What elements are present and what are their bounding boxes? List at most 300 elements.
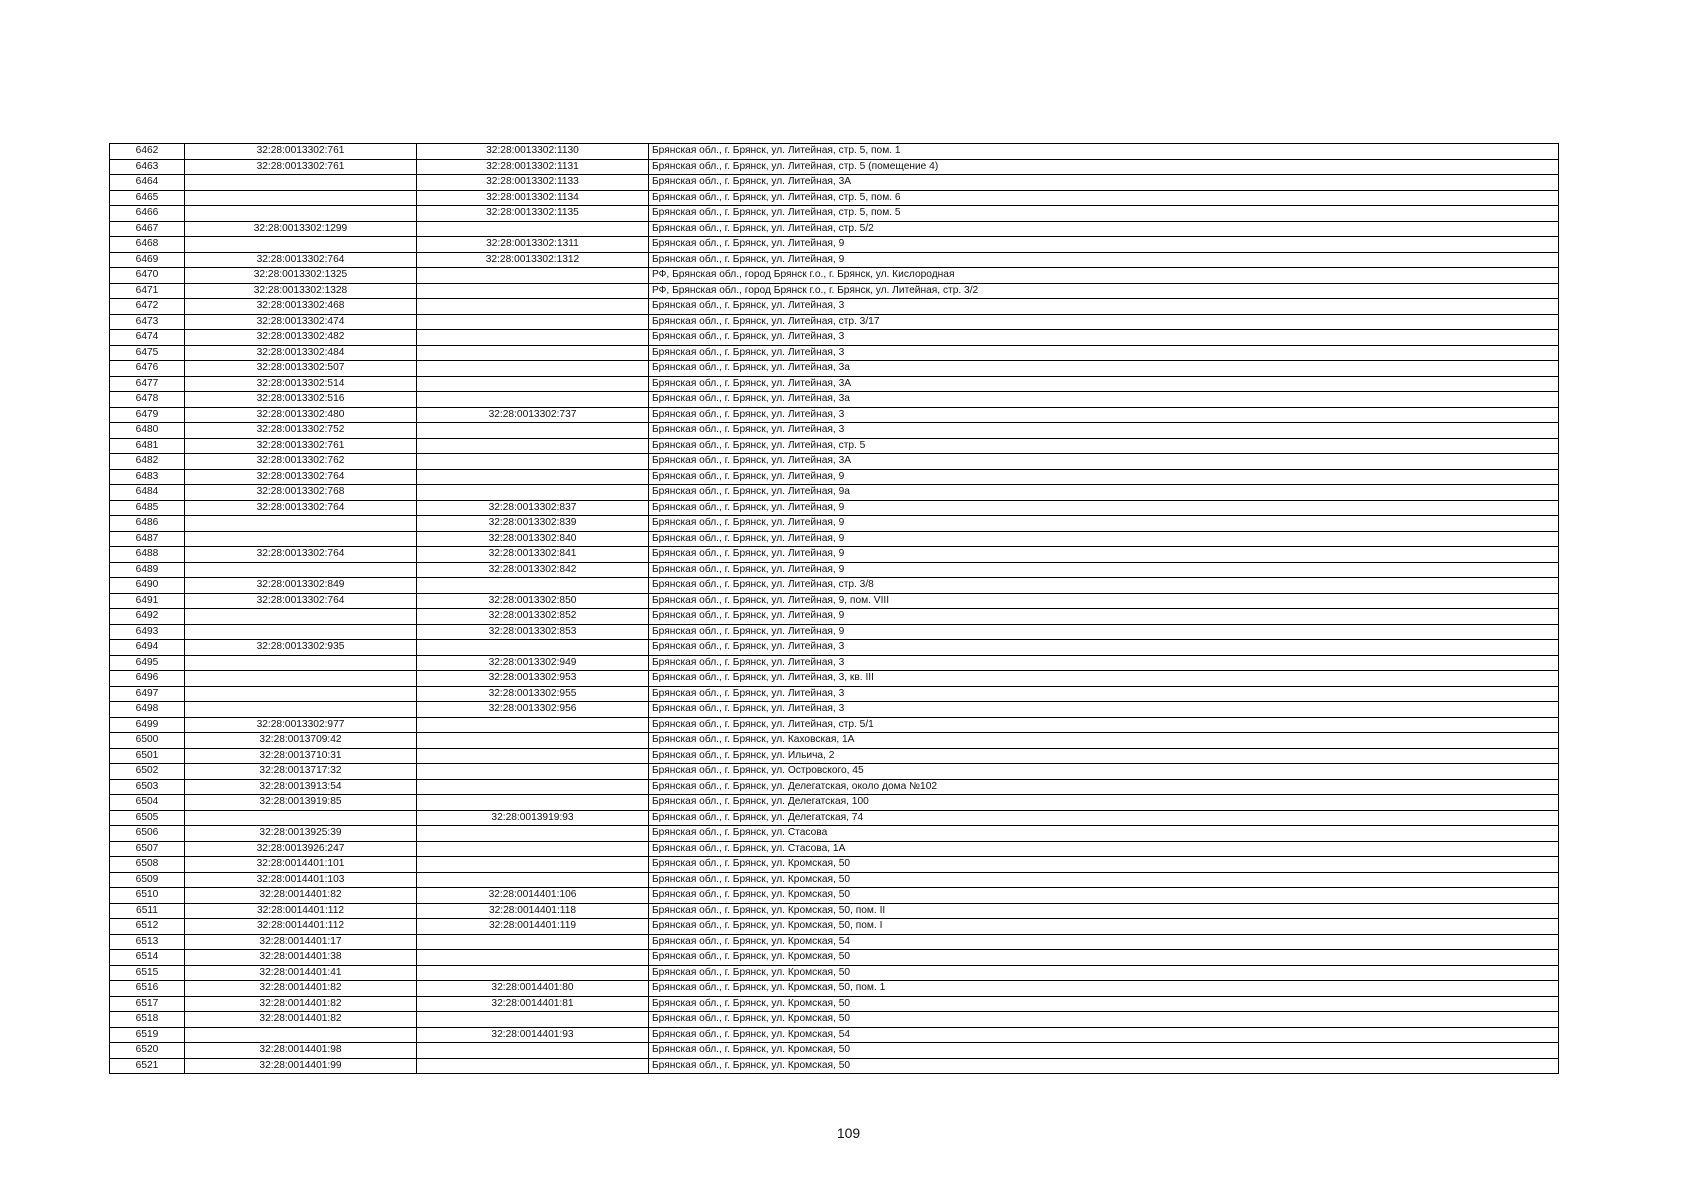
row-number-cell: 6496 (110, 671, 185, 687)
related-cadastral-number-cell (417, 423, 649, 439)
related-cadastral-number-cell: 32:28:0013302:1311 (417, 237, 649, 253)
related-cadastral-number-cell (417, 299, 649, 315)
table-row (110, 919, 1559, 935)
address-cell: Брянская обл., г. Брянск, ул. Литейная, 3 (649, 686, 1559, 702)
table-row (110, 733, 1559, 749)
cadastral-number-cell: 32:28:0013302:468 (185, 299, 417, 315)
related-cadastral-number-cell: 32:28:0013302:955 (417, 686, 649, 702)
related-cadastral-number-cell: 32:28:0013302:841 (417, 547, 649, 563)
cadastral-number-cell: 32:28:0013717:32 (185, 764, 417, 780)
address-cell: Брянская обл., г. Брянск, ул. Литейная, стр. 5/2 (649, 221, 1559, 237)
cadastral-number-cell: 32:28:0014401:112 (185, 903, 417, 919)
table-row (110, 345, 1559, 361)
cadastral-number-cell (185, 609, 417, 625)
related-cadastral-number-cell (417, 221, 649, 237)
table-row (110, 872, 1559, 888)
table-row (110, 857, 1559, 873)
row-number-cell: 6476 (110, 361, 185, 377)
row-number-cell: 6518 (110, 1012, 185, 1028)
address-cell: Брянская обл., г. Брянск, ул. Литейная, стр. 3/17 (649, 314, 1559, 330)
cadastral-number-cell (185, 671, 417, 687)
table-row (110, 965, 1559, 981)
row-number-cell: 6468 (110, 237, 185, 253)
registry-table-body (110, 144, 1559, 1074)
related-cadastral-number-cell (417, 857, 649, 873)
address-cell: РФ, Брянская обл., город Брянск г.о., г. Брянск, ул. Кислородная (649, 268, 1559, 284)
related-cadastral-number-cell: 32:28:0013302:837 (417, 500, 649, 516)
table-row (110, 624, 1559, 640)
address-cell: Брянская обл., г. Брянск, ул. Литейная, 9 (649, 531, 1559, 547)
cadastral-number-cell (185, 655, 417, 671)
address-cell: Брянская обл., г. Брянск, ул. Кромская, 50 (649, 996, 1559, 1012)
related-cadastral-number-cell (417, 795, 649, 811)
cadastral-number-cell: 32:28:0014401:112 (185, 919, 417, 935)
table-row (110, 144, 1559, 160)
related-cadastral-number-cell (417, 1012, 649, 1028)
table-row (110, 717, 1559, 733)
table-row (110, 562, 1559, 578)
table-row (110, 237, 1559, 253)
table-row (110, 547, 1559, 563)
row-number-cell: 6495 (110, 655, 185, 671)
table-row (110, 934, 1559, 950)
address-cell: Брянская обл., г. Брянск, ул. Стасова, 1А (649, 841, 1559, 857)
related-cadastral-number-cell (417, 268, 649, 284)
address-cell: Брянская обл., г. Брянск, ул. Литейная, 3 (649, 655, 1559, 671)
row-number-cell: 6508 (110, 857, 185, 873)
address-cell: Брянская обл., г. Брянск, ул. Литейная, 9 (649, 547, 1559, 563)
related-cadastral-number-cell: 32:28:0013302:1312 (417, 252, 649, 268)
row-number-cell: 6493 (110, 624, 185, 640)
row-number-cell: 6473 (110, 314, 185, 330)
row-number-cell: 6484 (110, 485, 185, 501)
address-cell: Брянская обл., г. Брянск, ул. Кромская, 50 (649, 888, 1559, 904)
address-cell: Брянская обл., г. Брянск, ул. Литейная, 9, пом. VIII (649, 593, 1559, 609)
address-cell: Брянская обл., г. Брянск, ул. Стасова (649, 826, 1559, 842)
cadastral-number-cell: 32:28:0014401:98 (185, 1043, 417, 1059)
cadastral-number-cell: 32:28:0013926:247 (185, 841, 417, 857)
table-row (110, 810, 1559, 826)
table-row (110, 190, 1559, 206)
address-cell: Брянская обл., г. Брянск, ул. Кромская, 50 (649, 857, 1559, 873)
address-cell: Брянская обл., г. Брянск, ул. Делегатская, 100 (649, 795, 1559, 811)
related-cadastral-number-cell: 32:28:0013919:93 (417, 810, 649, 826)
related-cadastral-number-cell: 32:28:0014401:80 (417, 981, 649, 997)
row-number-cell: 6491 (110, 593, 185, 609)
address-cell: Брянская обл., г. Брянск, ул. Литейная, 3А (649, 376, 1559, 392)
cadastral-number-cell (185, 686, 417, 702)
cadastral-number-cell: 32:28:0014401:99 (185, 1058, 417, 1074)
related-cadastral-number-cell (417, 872, 649, 888)
address-cell: Брянская обл., г. Брянск, ул. Литейная, 3, кв. III (649, 671, 1559, 687)
address-cell: Брянская обл., г. Брянск, ул. Кромская, 50, пом. I (649, 919, 1559, 935)
address-cell: Брянская обл., г. Брянск, ул. Литейная, 9 (649, 609, 1559, 625)
table-row (110, 314, 1559, 330)
related-cadastral-number-cell (417, 965, 649, 981)
table-row (110, 655, 1559, 671)
address-cell: Брянская обл., г. Брянск, ул. Литейная, 3 (649, 299, 1559, 315)
related-cadastral-number-cell (417, 438, 649, 454)
row-number-cell: 6467 (110, 221, 185, 237)
address-cell: РФ, Брянская обл., город Брянск г.о., г. Брянск, ул. Литейная, стр. 3/2 (649, 283, 1559, 299)
row-number-cell: 6501 (110, 748, 185, 764)
table-row (110, 438, 1559, 454)
related-cadastral-number-cell: 32:28:0013302:839 (417, 516, 649, 532)
cadastral-number-cell: 32:28:0013302:977 (185, 717, 417, 733)
row-number-cell: 6502 (110, 764, 185, 780)
row-number-cell: 6480 (110, 423, 185, 439)
cadastral-number-cell: 32:28:0013919:85 (185, 795, 417, 811)
related-cadastral-number-cell: 32:28:0013302:850 (417, 593, 649, 609)
address-cell: Брянская обл., г. Брянск, ул. Литейная, стр. 5/1 (649, 717, 1559, 733)
cadastral-number-cell (185, 175, 417, 191)
row-number-cell: 6490 (110, 578, 185, 594)
related-cadastral-number-cell (417, 717, 649, 733)
cadastral-number-cell: 32:28:0013302:764 (185, 547, 417, 563)
cadastral-number-cell: 32:28:0013710:31 (185, 748, 417, 764)
related-cadastral-number-cell (417, 934, 649, 950)
address-cell: Брянская обл., г. Брянск, ул. Литейная, 9а (649, 485, 1559, 501)
related-cadastral-number-cell (417, 1043, 649, 1059)
related-cadastral-number-cell: 32:28:0014401:106 (417, 888, 649, 904)
table-row (110, 996, 1559, 1012)
related-cadastral-number-cell: 32:28:0013302:1130 (417, 144, 649, 160)
row-number-cell: 6482 (110, 454, 185, 470)
cadastral-number-cell: 32:28:0013925:39 (185, 826, 417, 842)
cadastral-number-cell: 32:28:0013302:514 (185, 376, 417, 392)
table-row (110, 531, 1559, 547)
row-number-cell: 6481 (110, 438, 185, 454)
row-number-cell: 6512 (110, 919, 185, 935)
table-row (110, 206, 1559, 222)
related-cadastral-number-cell (417, 469, 649, 485)
cadastral-number-cell: 32:28:0013302:482 (185, 330, 417, 346)
related-cadastral-number-cell: 32:28:0014401:119 (417, 919, 649, 935)
cadastral-number-cell: 32:28:0013302:761 (185, 159, 417, 175)
row-number-cell: 6519 (110, 1027, 185, 1043)
cadastral-number-cell: 32:28:0013302:764 (185, 252, 417, 268)
table-row (110, 423, 1559, 439)
row-number-cell: 6469 (110, 252, 185, 268)
related-cadastral-number-cell: 32:28:0014401:93 (417, 1027, 649, 1043)
address-cell: Брянская обл., г. Брянск, ул. Кромская, 50 (649, 950, 1559, 966)
address-cell: Брянская обл., г. Брянск, ул. Литейная, 3 (649, 345, 1559, 361)
cadastral-number-cell: 32:28:0013913:54 (185, 779, 417, 795)
address-cell: Брянская обл., г. Брянск, ул. Литейная, 9 (649, 252, 1559, 268)
table-row (110, 175, 1559, 191)
related-cadastral-number-cell (417, 841, 649, 857)
row-number-cell: 6505 (110, 810, 185, 826)
row-number-cell: 6509 (110, 872, 185, 888)
row-number-cell: 6521 (110, 1058, 185, 1074)
cadastral-number-cell (185, 516, 417, 532)
table-row (110, 1058, 1559, 1074)
table-row (110, 283, 1559, 299)
address-cell: Брянская обл., г. Брянск, ул. Кромская, 50 (649, 1043, 1559, 1059)
row-number-cell: 6515 (110, 965, 185, 981)
cadastral-number-cell (185, 531, 417, 547)
address-cell: Брянская обл., г. Брянск, ул. Кромская, 50 (649, 1058, 1559, 1074)
cadastral-number-cell: 32:28:0013302:764 (185, 469, 417, 485)
related-cadastral-number-cell (417, 376, 649, 392)
cadastral-number-cell: 32:28:0013302:849 (185, 578, 417, 594)
cadastral-number-cell: 32:28:0013302:764 (185, 500, 417, 516)
address-cell: Брянская обл., г. Брянск, ул. Литейная, 9 (649, 624, 1559, 640)
related-cadastral-number-cell (417, 578, 649, 594)
related-cadastral-number-cell: 32:28:0013302:1134 (417, 190, 649, 206)
row-number-cell: 6486 (110, 516, 185, 532)
related-cadastral-number-cell: 32:28:0013302:956 (417, 702, 649, 718)
row-number-cell: 6514 (110, 950, 185, 966)
row-number-cell: 6516 (110, 981, 185, 997)
row-number-cell: 6466 (110, 206, 185, 222)
cadastral-number-cell: 32:28:0014401:103 (185, 872, 417, 888)
table-row (110, 686, 1559, 702)
cadastral-number-cell (185, 206, 417, 222)
table-row (110, 1012, 1559, 1028)
cadastral-number-cell: 32:28:0013302:480 (185, 407, 417, 423)
cadastral-number-cell: 32:28:0013302:1328 (185, 283, 417, 299)
table-row (110, 981, 1559, 997)
table-row (110, 159, 1559, 175)
related-cadastral-number-cell: 32:28:0013302:853 (417, 624, 649, 640)
table-row (110, 578, 1559, 594)
cadastral-number-cell (185, 562, 417, 578)
row-number-cell: 6470 (110, 268, 185, 284)
address-cell: Брянская обл., г. Брянск, ул. Кромская, 50 (649, 872, 1559, 888)
related-cadastral-number-cell (417, 640, 649, 656)
row-number-cell: 6471 (110, 283, 185, 299)
related-cadastral-number-cell: 32:28:0014401:81 (417, 996, 649, 1012)
table-row (110, 376, 1559, 392)
table-row (110, 330, 1559, 346)
cadastral-number-cell: 32:28:0013302:474 (185, 314, 417, 330)
related-cadastral-number-cell: 32:28:0013302:852 (417, 609, 649, 625)
address-cell: Брянская обл., г. Брянск, ул. Ильича, 2 (649, 748, 1559, 764)
row-number-cell: 6487 (110, 531, 185, 547)
address-cell: Брянская обл., г. Брянск, ул. Литейная, стр. 3/8 (649, 578, 1559, 594)
table-row (110, 407, 1559, 423)
related-cadastral-number-cell (417, 950, 649, 966)
cadastral-number-cell: 32:28:0013302:761 (185, 144, 417, 160)
table-row (110, 299, 1559, 315)
cadastral-number-cell: 32:28:0013302:1299 (185, 221, 417, 237)
address-cell: Брянская обл., г. Брянск, ул. Литейная, 3 (649, 330, 1559, 346)
row-number-cell: 6488 (110, 547, 185, 563)
cadastral-number-cell: 32:28:0013302:484 (185, 345, 417, 361)
table-row (110, 764, 1559, 780)
address-cell: Брянская обл., г. Брянск, ул. Литейная, 3а (649, 392, 1559, 408)
cadastral-number-cell: 32:28:0014401:38 (185, 950, 417, 966)
row-number-cell: 6489 (110, 562, 185, 578)
address-cell: Брянская обл., г. Брянск, ул. Литейная, 9 (649, 500, 1559, 516)
address-cell: Брянская обл., г. Брянск, ул. Литейная, стр. 5, пом. 5 (649, 206, 1559, 222)
row-number-cell: 6499 (110, 717, 185, 733)
table-row (110, 640, 1559, 656)
row-number-cell: 6504 (110, 795, 185, 811)
related-cadastral-number-cell (417, 330, 649, 346)
address-cell: Брянская обл., г. Брянск, ул. Делегатская, 74 (649, 810, 1559, 826)
row-number-cell: 6497 (110, 686, 185, 702)
cadastral-number-cell: 32:28:0014401:41 (185, 965, 417, 981)
address-cell: Брянская обл., г. Брянск, ул. Кромская, 54 (649, 934, 1559, 950)
page-number: 109 (836, 1125, 861, 1141)
row-number-cell: 6474 (110, 330, 185, 346)
related-cadastral-number-cell: 32:28:0013302:1133 (417, 175, 649, 191)
row-number-cell: 6475 (110, 345, 185, 361)
table-row (110, 252, 1559, 268)
table-row (110, 888, 1559, 904)
row-number-cell: 6492 (110, 609, 185, 625)
table-row (110, 1027, 1559, 1043)
address-cell: Брянская обл., г. Брянск, ул. Литейная, 9 (649, 562, 1559, 578)
table-row (110, 469, 1559, 485)
cadastral-number-cell: 32:28:0013302:507 (185, 361, 417, 377)
registry-table (109, 143, 1559, 1074)
related-cadastral-number-cell (417, 314, 649, 330)
cadastral-number-cell: 32:28:0013302:1325 (185, 268, 417, 284)
related-cadastral-number-cell (417, 485, 649, 501)
related-cadastral-number-cell: 32:28:0013302:842 (417, 562, 649, 578)
row-number-cell: 6465 (110, 190, 185, 206)
related-cadastral-number-cell: 32:28:0013302:1131 (417, 159, 649, 175)
cadastral-number-cell: 32:28:0013302:935 (185, 640, 417, 656)
row-number-cell: 6472 (110, 299, 185, 315)
table-row (110, 454, 1559, 470)
related-cadastral-number-cell (417, 283, 649, 299)
address-cell: Брянская обл., г. Брянск, ул. Каховская, 1А (649, 733, 1559, 749)
row-number-cell: 6513 (110, 934, 185, 950)
table-row (110, 500, 1559, 516)
address-cell: Брянская обл., г. Брянск, ул. Кромская, 50 (649, 1012, 1559, 1028)
related-cadastral-number-cell (417, 764, 649, 780)
row-number-cell: 6494 (110, 640, 185, 656)
related-cadastral-number-cell (417, 454, 649, 470)
table-row (110, 950, 1559, 966)
table-row (110, 1043, 1559, 1059)
cadastral-number-cell: 32:28:0013302:768 (185, 485, 417, 501)
table-row (110, 671, 1559, 687)
table-row (110, 841, 1559, 857)
table-row (110, 268, 1559, 284)
cadastral-number-cell (185, 190, 417, 206)
cadastral-number-cell: 32:28:0013302:762 (185, 454, 417, 470)
row-number-cell: 6483 (110, 469, 185, 485)
address-cell: Брянская обл., г. Брянск, ул. Литейная, стр. 5 (649, 438, 1559, 454)
address-cell: Брянская обл., г. Брянск, ул. Литейная, 3 (649, 423, 1559, 439)
cadastral-number-cell: 32:28:0013302:516 (185, 392, 417, 408)
address-cell: Брянская обл., г. Брянск, ул. Делегатская, около дома №102 (649, 779, 1559, 795)
cadastral-number-cell: 32:28:0014401:17 (185, 934, 417, 950)
table-row (110, 361, 1559, 377)
related-cadastral-number-cell (417, 779, 649, 795)
address-cell: Брянская обл., г. Брянск, ул. Литейная, 9 (649, 237, 1559, 253)
table-row (110, 485, 1559, 501)
related-cadastral-number-cell (417, 361, 649, 377)
row-number-cell: 6510 (110, 888, 185, 904)
table-row (110, 748, 1559, 764)
cadastral-number-cell: 32:28:0014401:82 (185, 981, 417, 997)
cadastral-number-cell (185, 810, 417, 826)
address-cell: Брянская обл., г. Брянск, ул. Литейная, 3А (649, 175, 1559, 191)
address-cell: Брянская обл., г. Брянск, ул. Литейная, 9 (649, 516, 1559, 532)
cadastral-number-cell (185, 702, 417, 718)
address-cell: Брянская обл., г. Брянск, ул. Литейная, стр. 5 (помещение 4) (649, 159, 1559, 175)
row-number-cell: 6503 (110, 779, 185, 795)
related-cadastral-number-cell (417, 345, 649, 361)
related-cadastral-number-cell (417, 826, 649, 842)
address-cell: Брянская обл., г. Брянск, ул. Литейная, 3 (649, 640, 1559, 656)
related-cadastral-number-cell (417, 1058, 649, 1074)
cadastral-number-cell: 32:28:0014401:82 (185, 1012, 417, 1028)
row-number-cell: 6477 (110, 376, 185, 392)
row-number-cell: 6485 (110, 500, 185, 516)
related-cadastral-number-cell (417, 748, 649, 764)
row-number-cell: 6462 (110, 144, 185, 160)
cadastral-number-cell: 32:28:0013302:761 (185, 438, 417, 454)
related-cadastral-number-cell: 32:28:0013302:953 (417, 671, 649, 687)
address-cell: Брянская обл., г. Брянск, ул. Островского, 45 (649, 764, 1559, 780)
row-number-cell: 6478 (110, 392, 185, 408)
address-cell: Брянская обл., г. Брянск, ул. Литейная, 3а (649, 361, 1559, 377)
cadastral-number-cell (185, 624, 417, 640)
related-cadastral-number-cell: 32:28:0013302:840 (417, 531, 649, 547)
address-cell: Брянская обл., г. Брянск, ул. Кромская, 50, пом. 1 (649, 981, 1559, 997)
row-number-cell: 6498 (110, 702, 185, 718)
row-number-cell: 6500 (110, 733, 185, 749)
related-cadastral-number-cell: 32:28:0013302:737 (417, 407, 649, 423)
related-cadastral-number-cell: 32:28:0013302:949 (417, 655, 649, 671)
address-cell: Брянская обл., г. Брянск, ул. Литейная, 3 (649, 407, 1559, 423)
cadastral-number-cell: 32:28:0014401:101 (185, 857, 417, 873)
table-row (110, 593, 1559, 609)
table-row (110, 779, 1559, 795)
row-number-cell: 6506 (110, 826, 185, 842)
address-cell: Брянская обл., г. Брянск, ул. Кромская, 50 (649, 965, 1559, 981)
table-row (110, 516, 1559, 532)
row-number-cell: 6520 (110, 1043, 185, 1059)
related-cadastral-number-cell: 32:28:0014401:118 (417, 903, 649, 919)
address-cell: Брянская обл., г. Брянск, ул. Литейная, 9 (649, 469, 1559, 485)
address-cell: Брянская обл., г. Брянск, ул. Кромская, 54 (649, 1027, 1559, 1043)
cadastral-number-cell (185, 237, 417, 253)
address-cell: Брянская обл., г. Брянск, ул. Литейная, стр. 5, пом. 6 (649, 190, 1559, 206)
table-row (110, 702, 1559, 718)
address-cell: Брянская обл., г. Брянск, ул. Кромская, 50, пом. II (649, 903, 1559, 919)
table-row (110, 609, 1559, 625)
row-number-cell: 6507 (110, 841, 185, 857)
related-cadastral-number-cell (417, 392, 649, 408)
table-row (110, 221, 1559, 237)
row-number-cell: 6479 (110, 407, 185, 423)
row-number-cell: 6464 (110, 175, 185, 191)
address-cell: Брянская обл., г. Брянск, ул. Литейная, 3 (649, 702, 1559, 718)
related-cadastral-number-cell: 32:28:0013302:1135 (417, 206, 649, 222)
cadastral-number-cell: 32:28:0014401:82 (185, 888, 417, 904)
address-cell: Брянская обл., г. Брянск, ул. Литейная, 3А (649, 454, 1559, 470)
row-number-cell: 6463 (110, 159, 185, 175)
row-number-cell: 6517 (110, 996, 185, 1012)
cadastral-number-cell: 32:28:0013709:42 (185, 733, 417, 749)
address-cell: Брянская обл., г. Брянск, ул. Литейная, стр. 5, пом. 1 (649, 144, 1559, 160)
row-number-cell: 6511 (110, 903, 185, 919)
table-row (110, 903, 1559, 919)
registry-table-container (109, 143, 1558, 1074)
table-row (110, 392, 1559, 408)
table-row (110, 826, 1559, 842)
cadastral-number-cell (185, 1027, 417, 1043)
related-cadastral-number-cell (417, 733, 649, 749)
